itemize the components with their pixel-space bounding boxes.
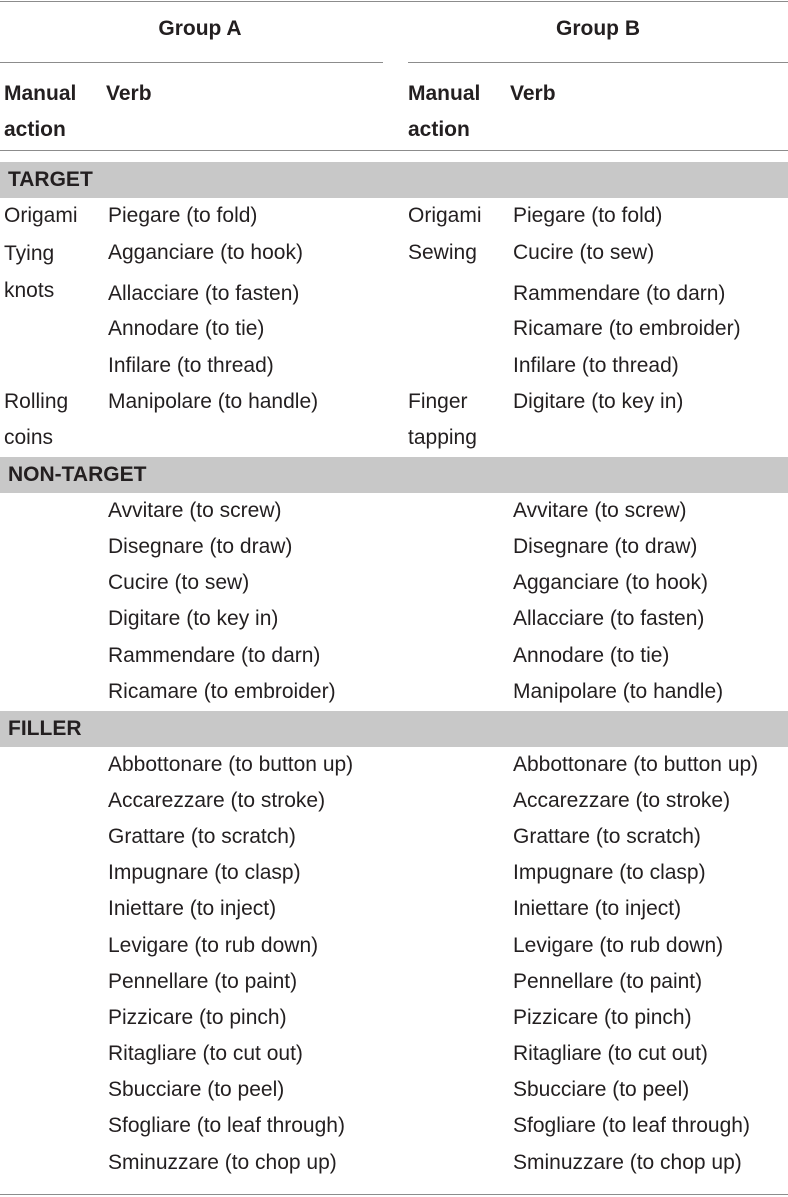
non-target-a-verb: Avvitare (to screw) (108, 499, 282, 522)
non-target-b-verb: Disegnare (to draw) (513, 535, 698, 558)
target-a-verb: Piegare (to fold) (108, 204, 258, 227)
section-target (0, 162, 788, 198)
target-a-verb: Allacciare (to fasten) (108, 282, 300, 305)
filler-b-verb: Accarezzare (to stroke) (513, 789, 731, 812)
section-target-label: TARGET (8, 168, 93, 191)
non-target-a-verb: Disegnare (to draw) (108, 535, 293, 558)
filler-a-verb: Levigare (to rub down) (108, 934, 319, 957)
filler-b-verb: Sfogliare (to leaf through) (513, 1114, 750, 1137)
target-a-verb: Agganciare (to hook) (108, 241, 303, 264)
filler-b-verb: Pennellare (to paint) (513, 970, 703, 993)
filler-a-verb: Impugnare (to clasp) (108, 861, 301, 884)
non-target-a-verb: Cucire (to sew) (108, 571, 250, 594)
target-b-verb: Infilare (to thread) (513, 354, 679, 377)
target-a-action-rolling-coins: Rolling coins (4, 390, 69, 449)
group-a-verb-header: Verb (106, 82, 152, 105)
target-b-verb: Ricamare (to embroider) (513, 317, 741, 340)
filler-b-verb: Levigare (to rub down) (513, 934, 724, 957)
group-a-rule (0, 62, 383, 63)
group-a-manual-action-header: Manual action (4, 82, 77, 141)
target-a-verb: Annodare (to tie) (108, 317, 265, 340)
filler-b-verb: Abbottonare (to button up) (513, 753, 759, 776)
filler-b-verb: Grattare (to scratch) (513, 825, 701, 848)
target-b-verb: Cucire (to sew) (513, 241, 655, 264)
filler-a-verb: Abbottonare (to button up) (108, 753, 354, 776)
bottom-rule (0, 1194, 788, 1195)
filler-b-verb: Pizzicare (to pinch) (513, 1006, 692, 1029)
target-a-action-origami: Origami (4, 204, 78, 227)
target-b-action-origami: Origami (408, 204, 482, 227)
section-non-target-label: NON-TARGET (8, 463, 147, 486)
filler-a-verb: Sminuzzare (to chop up) (108, 1151, 337, 1174)
filler-b-verb: Sbucciare (to peel) (513, 1078, 690, 1101)
non-target-a-verb: Digitare (to key in) (108, 607, 279, 630)
filler-a-verb: Sbucciare (to peel) (108, 1078, 285, 1101)
filler-a-verb: Grattare (to scratch) (108, 825, 296, 848)
target-a-action-tying-knots: Tying knots (4, 242, 55, 302)
target-b-action-finger-tapping: Finger tapping (408, 390, 477, 449)
section-non-target (0, 457, 788, 493)
target-b-verb: Digitare (to key in) (513, 390, 684, 413)
target-a-verb: Manipolare (to handle) (108, 390, 319, 413)
group-b-title: Group B (556, 17, 640, 40)
section-filler-label: FILLER (8, 717, 82, 740)
filler-b-verb: Iniettare (to inject) (513, 897, 682, 920)
non-target-a-verb: Ricamare (to embroider) (108, 680, 336, 703)
group-b-manual-action-header: Manual action (408, 82, 481, 141)
target-a-verb: Infilare (to thread) (108, 354, 274, 377)
non-target-a-verb: Rammendare (to darn) (108, 644, 321, 667)
top-rule (0, 1, 788, 2)
target-b-action-sewing: Sewing (408, 241, 477, 264)
target-b-verb: Rammendare (to darn) (513, 282, 726, 305)
group-b-verb-header: Verb (510, 82, 556, 105)
filler-a-verb: Pizzicare (to pinch) (108, 1006, 287, 1029)
section-filler (0, 711, 788, 747)
filler-a-verb: Ritagliare (to cut out) (108, 1042, 303, 1065)
filler-a-verb: Sfogliare (to leaf through) (108, 1114, 345, 1137)
filler-a-verb: Accarezzare (to stroke) (108, 789, 326, 812)
non-target-b-verb: Agganciare (to hook) (513, 571, 708, 594)
target-b-verb: Piegare (to fold) (513, 204, 663, 227)
filler-a-verb: Pennellare (to paint) (108, 970, 298, 993)
filler-b-verb: Ritagliare (to cut out) (513, 1042, 708, 1065)
filler-a-verb: Iniettare (to inject) (108, 897, 277, 920)
non-target-b-verb: Manipolare (to handle) (513, 680, 724, 703)
header-bottom-rule (0, 150, 788, 151)
filler-b-verb: Impugnare (to clasp) (513, 861, 706, 884)
non-target-b-verb: Avvitare (to screw) (513, 499, 687, 522)
group-b-rule (408, 62, 788, 63)
filler-b-verb: Sminuzzare (to chop up) (513, 1151, 742, 1174)
group-a-title: Group A (158, 17, 242, 40)
non-target-b-verb: Allacciare (to fasten) (513, 607, 705, 630)
non-target-b-verb: Annodare (to tie) (513, 644, 670, 667)
